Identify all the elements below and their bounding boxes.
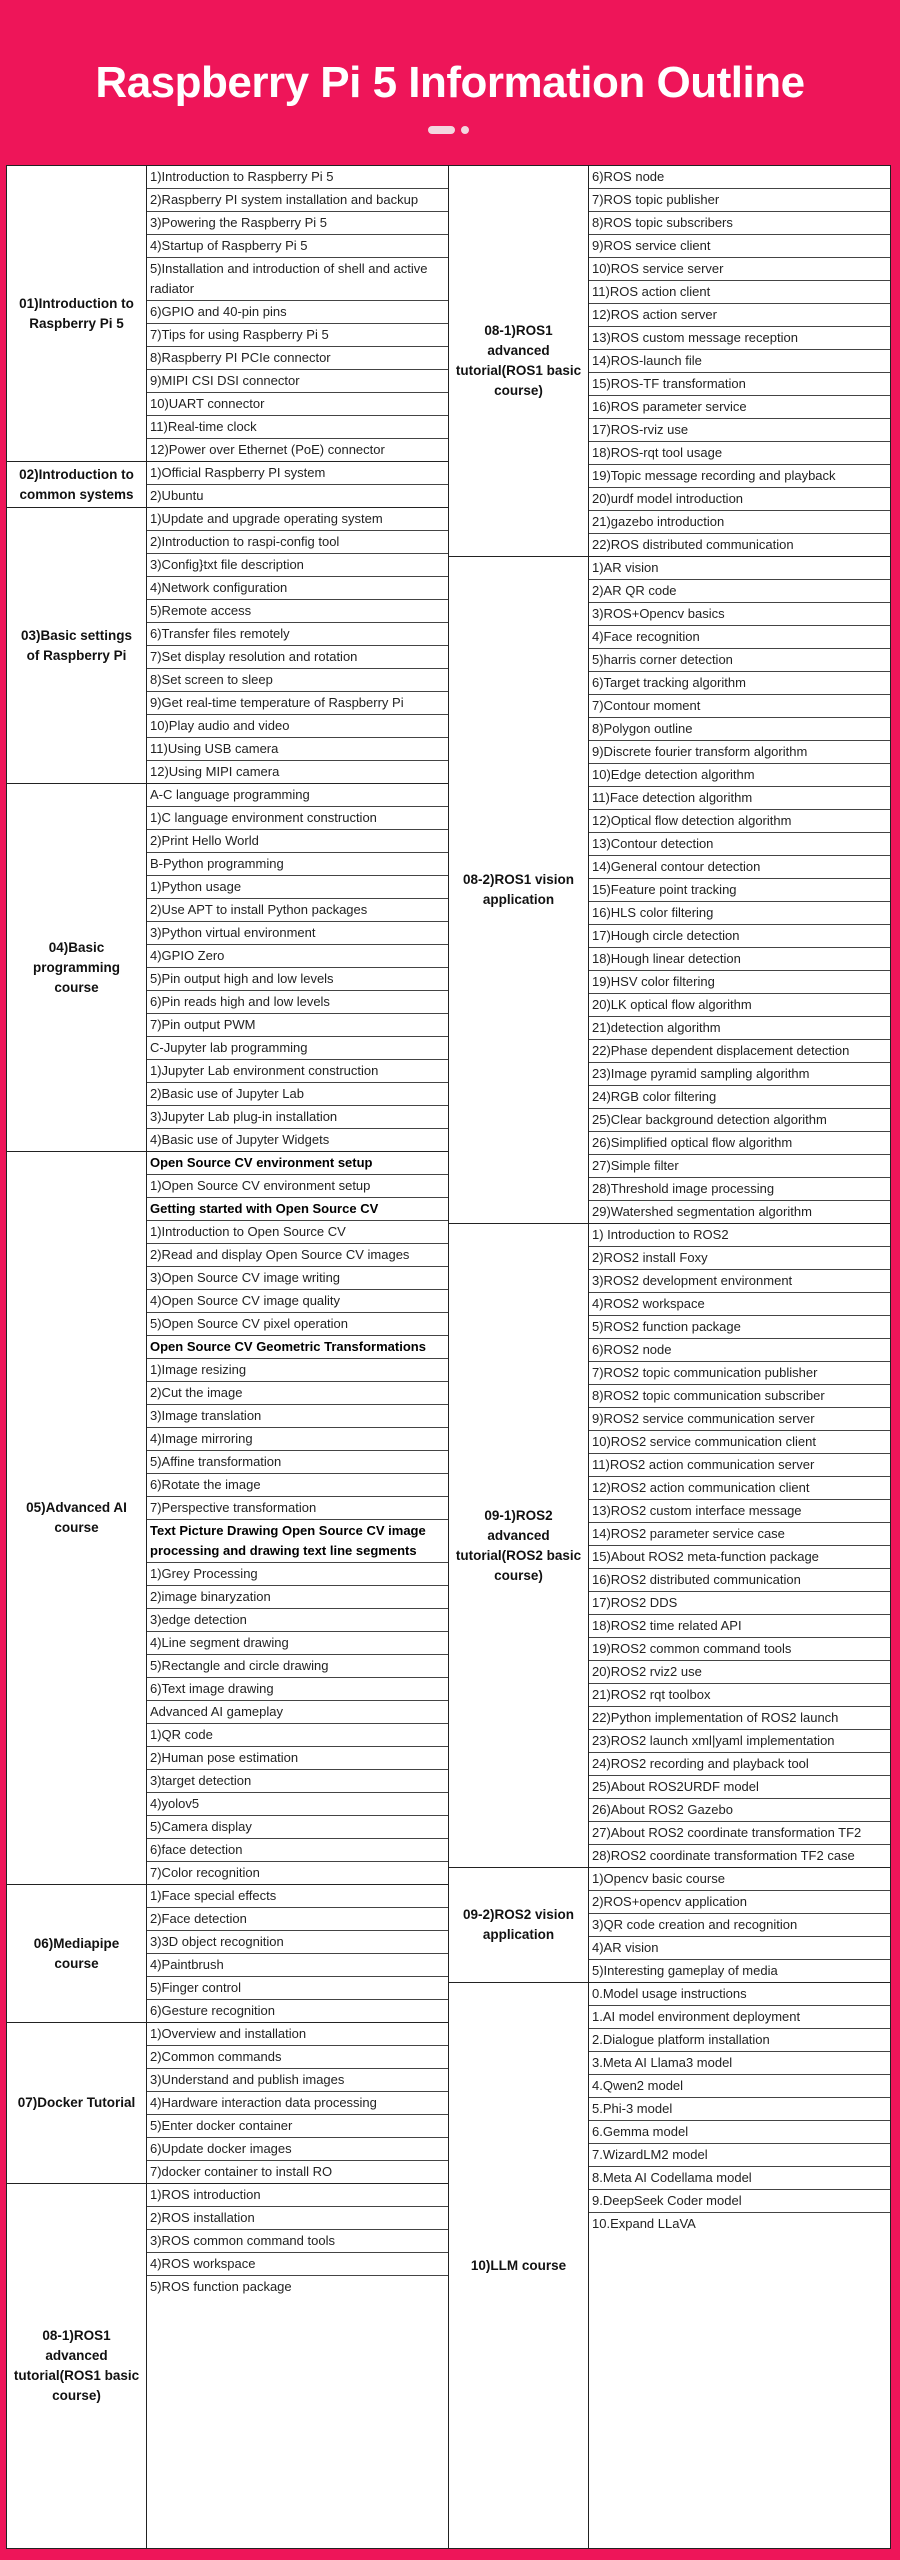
section-label: 01)Introduction to Raspberry Pi 5 [7,166,147,461]
lesson-item: 8)ROS topic subscribers [589,212,890,235]
lesson-item: 10)Edge detection algorithm [589,764,890,787]
section-label: 07)Docker Tutorial [7,2023,147,2183]
lesson-item: 28)ROS2 coordinate transformation TF2 case [592,1848,855,1863]
lesson-item: 2)Use APT to install Python packages [147,899,448,922]
course-section [7,2023,448,2184]
lesson-item: 14)ROS2 parameter service case [589,1523,890,1546]
lesson-item: 1)Face special effects [147,1885,448,1908]
lesson-item: 4)Startup of Raspberry Pi 5 [147,235,448,258]
lesson-item: 7)ROS2 topic communication publisher [589,1362,890,1385]
course-section [449,557,890,1224]
lesson-item: 11)ROS2 action communication server [589,1454,890,1477]
lesson-item: 27)Simple filter [589,1155,890,1178]
lesson-item: 2)Ubuntu [150,488,204,503]
lesson-item: 22)Python implementation of ROS2 launch [589,1707,890,1730]
lesson-item: 4.Qwen2 model [589,2075,890,2098]
lesson-item: 2)Cut the image [147,1382,448,1405]
lesson-item: 21)gazebo introduction [589,511,890,534]
lesson-item: 9.DeepSeek Coder model [589,2190,890,2213]
lesson-item: 6)face detection [147,1839,448,1862]
course-section [7,166,448,462]
lesson-item: 3)QR code creation and recognition [589,1914,890,1937]
lesson-item: 1)Image resizing [147,1359,448,1382]
section-label: 06)Mediapipe course [7,1885,147,2022]
lesson-item: 4)Network configuration [147,577,448,600]
lesson-item: 2)image binaryzation [147,1586,448,1609]
lesson-item: 1)Python usage [147,876,448,899]
lesson-item: 3)Image translation [147,1405,448,1428]
lesson-item: 1)Overview and installation [147,2023,448,2046]
lesson-item: 5)Installation and introduction of shell and active radiator [147,258,448,301]
course-section [7,784,448,1152]
subsection-heading: Text Picture Drawing Open Source CV image processing and drawing text line segments [147,1520,448,1563]
lesson-item: 1)Jupyter Lab environment construction [147,1060,448,1083]
left-column [7,166,449,2548]
lesson-item: 2)ROS+opencv application [589,1891,890,1914]
lesson-item: 7)Set display resolution and rotation [147,646,448,669]
lesson-item: 3)ROS common command tools [147,2230,448,2253]
lesson-item: 11)Face detection algorithm [589,787,890,810]
lesson-item: 3)ROS2 development environment [589,1270,890,1293]
lesson-item: 5)Rectangle and circle drawing [147,1655,448,1678]
lesson-item: 28)Threshold image processing [589,1178,890,1201]
course-section [7,1885,448,2023]
section-label: 05)Advanced AI course [7,1152,147,1884]
section-items [147,784,448,1151]
lesson-item: 25)About ROS2URDF model [589,1776,890,1799]
lesson-item: 1)Opencv basic course [589,1868,890,1891]
lesson-item: 6)Gesture recognition [150,2003,276,2018]
section-items [147,1152,448,1884]
lesson-item: 2)AR QR code [589,580,890,603]
lesson-item: 4)yolov5 [147,1793,448,1816]
lesson-item: 23)Image pyramid sampling algorithm [589,1063,890,1086]
lesson-item: 2)Face detection [147,1908,448,1931]
lesson-item: 19)Topic message recording and playback [589,465,890,488]
lesson-item: 19)ROS2 common command tools [589,1638,890,1661]
lesson-item: 10.Expand LLaVA [592,2216,696,2231]
lesson-item: 5)Interesting gameplay of media [592,1963,778,1978]
section-label: 08-2)ROS1 vision application [449,557,589,1223]
lesson-item: 24)RGB color filtering [589,1086,890,1109]
lesson-item: 1.AI model environment deployment [589,2006,890,2029]
lesson-item: 18)ROS2 time related API [589,1615,890,1638]
lesson-item: 2)Introduction to raspi-config tool [147,531,448,554]
section-label: 09-1)ROS2 advanced tutorial(ROS2 basic course) [449,1224,589,1867]
lesson-item: 16)ROS parameter service [589,396,890,419]
subsection-heading: Open Source CV environment setup [147,1152,448,1175]
lesson-item: 0.Model usage instructions [589,1983,890,2006]
lesson-item: 7)Color recognition [150,1865,260,1880]
section-items [147,2023,448,2183]
lesson-item: 2)ROS2 install Foxy [589,1247,890,1270]
lesson-item: 5)ROS function package [150,2279,292,2294]
lesson-item: 5)Camera display [147,1816,448,1839]
lesson-item: 12)Using MIPI camera [150,764,280,779]
lesson-item: 10)ROS2 service communication client [589,1431,890,1454]
lesson-item: 6)Transfer files remotely [147,623,448,646]
lesson-item: 17)ROS2 DDS [589,1592,890,1615]
section-items [589,1983,890,2548]
lesson-item: 18)Hough linear detection [589,948,890,971]
lesson-item: A-C language programming [147,784,448,807]
lesson-item: 26)About ROS2 Gazebo [589,1799,890,1822]
section-items [589,166,890,556]
lesson-item: 8)Set screen to sleep [147,669,448,692]
outline-table [6,165,891,2549]
lesson-item: 7)Perspective transformation [147,1497,448,1520]
lesson-item: 15)Feature point tracking [589,879,890,902]
lesson-item: Advanced AI gameplay [147,1701,448,1724]
section-label: 09-2)ROS2 vision application [449,1868,589,1982]
lesson-item: 4)AR vision [589,1937,890,1960]
course-section [7,462,448,508]
lesson-item: 3)Understand and publish images [147,2069,448,2092]
lesson-item: 11)Real-time clock [147,416,448,439]
course-section [7,1152,448,1885]
section-items [589,1868,890,1982]
lesson-item: 10)ROS service server [589,258,890,281]
lesson-item: 9)ROS service client [589,235,890,258]
lesson-item: 2)Basic use of Jupyter Lab [147,1083,448,1106]
lesson-item: 3)Python virtual environment [147,922,448,945]
lesson-item: 27)About ROS2 coordinate transformation TF2 [589,1822,890,1845]
lesson-item: 17)ROS-rviz use [589,419,890,442]
lesson-item: 6)ROS node [589,166,890,189]
lesson-item: 15)ROS-TF transformation [589,373,890,396]
lesson-item: 3)ROS+Opencv basics [589,603,890,626]
section-items [147,508,448,783]
lesson-item: 14)General contour detection [589,856,890,879]
lesson-item: 5)ROS2 function package [589,1316,890,1339]
lesson-item: 3)3D object recognition [147,1931,448,1954]
section-label: 02)Introduction to common systems [7,462,147,507]
section-items [589,1224,890,1867]
section-label: 08-1)ROS1 advanced tutorial(ROS1 basic course) [449,166,589,556]
lesson-item: 7)ROS topic publisher [589,189,890,212]
lesson-item: 5)Open Source CV pixel operation [147,1313,448,1336]
lesson-item: 1)Update and upgrade operating system [147,508,448,531]
lesson-item: 13)ROS2 custom interface message [589,1500,890,1523]
lesson-item: 7)docker container to install RO [150,2164,333,2179]
section-label: 04)Basic programming course [7,784,147,1151]
lesson-item: 3)edge detection [147,1609,448,1632]
lesson-item: 3)Jupyter Lab plug-in installation [147,1106,448,1129]
lesson-item: 6)Pin reads high and low levels [147,991,448,1014]
lesson-item: 1)ROS introduction [147,2184,448,2207]
lesson-item: 4)Image mirroring [147,1428,448,1451]
lesson-item: 25)Clear background detection algorithm [589,1109,890,1132]
section-items [147,2184,448,2548]
lesson-item: 5)Enter docker container [147,2115,448,2138]
lesson-item: 4)Face recognition [589,626,890,649]
lesson-item: 6)Update docker images [147,2138,448,2161]
lesson-item: 8)Raspberry PI PCIe connector [147,347,448,370]
divider-bar [428,126,455,134]
course-section [449,166,890,557]
lesson-item: 4)ROS workspace [147,2253,448,2276]
lesson-item: 20)urdf model introduction [589,488,890,511]
course-section [449,1224,890,1868]
lesson-item: 2)Read and display Open Source CV images [147,1244,448,1267]
lesson-item: 10)Play audio and video [147,715,448,738]
section-label: 10)LLM course [449,1983,589,2548]
lesson-item: 1)Official Raspberry PI system [147,462,448,485]
divider-dot [461,126,469,134]
lesson-item: 1)Open Source CV environment setup [147,1175,448,1198]
lesson-item: 1)C language environment construction [147,807,448,830]
right-column [449,166,890,2548]
lesson-item: 5)Finger control [147,1977,448,2000]
lesson-item: 18)ROS-rqt tool usage [589,442,890,465]
lesson-item: 3.Meta AI Llama3 model [589,2052,890,2075]
lesson-item: 5)Affine transformation [147,1451,448,1474]
lesson-item: 2)Common commands [147,2046,448,2069]
lesson-item: 11)ROS action client [589,281,890,304]
lesson-item: 6.Gemma model [589,2121,890,2144]
section-items [147,1885,448,2022]
section-label: 03)Basic settings of Raspberry Pi [7,508,147,783]
subsection-heading: Getting started with Open Source CV [147,1198,448,1221]
lesson-item: 13)Contour detection [589,833,890,856]
lesson-item: 3)Config}txt file description [147,554,448,577]
lesson-item: 3)Open Source CV image writing [147,1267,448,1290]
lesson-item: B-Python programming [147,853,448,876]
lesson-item: 3)target detection [147,1770,448,1793]
section-items [147,462,448,507]
lesson-item: 6)Text image drawing [147,1678,448,1701]
lesson-item: 24)ROS2 recording and playback tool [589,1753,890,1776]
lesson-item: 5)harris corner detection [589,649,890,672]
lesson-item: 21)detection algorithm [589,1017,890,1040]
lesson-item: 4)Open Source CV image quality [147,1290,448,1313]
lesson-item: 11)Using USB camera [147,738,448,761]
lesson-item: 9)Get real-time temperature of Raspberry Pi [147,692,448,715]
lesson-item: 29)Watershed segmentation algorithm [592,1204,812,1219]
lesson-item: 6)GPIO and 40-pin pins [147,301,448,324]
lesson-item: 15)About ROS2 meta-function package [589,1546,890,1569]
lesson-item: 1)Introduction to Raspberry Pi 5 [147,166,448,189]
course-section [7,508,448,784]
lesson-item: 22)ROS distributed communication [592,537,794,552]
section-label: 08-1)ROS1 advanced tutorial(ROS1 basic course) [7,2184,147,2548]
lesson-item: 7.WizardLM2 model [589,2144,890,2167]
lesson-item: 16)ROS2 distributed communication [589,1569,890,1592]
lesson-item: 5.Phi-3 model [589,2098,890,2121]
lesson-item: 6)Target tracking algorithm [589,672,890,695]
course-section [7,2184,448,2548]
subsection-heading: Open Source CV Geometric Transformations [147,1336,448,1359]
lesson-item: 1)Grey Processing [147,1563,448,1586]
lesson-item: 2.Dialogue platform installation [589,2029,890,2052]
section-items [589,557,890,1223]
lesson-item: 22)Phase dependent displacement detection [589,1040,890,1063]
lesson-item: 12)Optical flow detection algorithm [589,810,890,833]
lesson-item: 12)Power over Ethernet (PoE) connector [150,442,385,457]
lesson-item: 4)Hardware interaction data processing [147,2092,448,2115]
lesson-item: 20)ROS2 rviz2 use [589,1661,890,1684]
lesson-item: 17)Hough circle detection [589,925,890,948]
lesson-item: 9)Discrete fourier transform algorithm [589,741,890,764]
lesson-item: 7)Tips for using Raspberry Pi 5 [147,324,448,347]
lesson-item: C-Jupyter lab programming [147,1037,448,1060]
lesson-item: 13)ROS custom message reception [589,327,890,350]
lesson-item: 4)Line segment drawing [147,1632,448,1655]
lesson-item: 2)Human pose estimation [147,1747,448,1770]
lesson-item: 12)ROS2 action communication client [589,1477,890,1500]
course-section [449,1868,890,1983]
lesson-item: 6)Rotate the image [147,1474,448,1497]
lesson-item: 4)ROS2 workspace [589,1293,890,1316]
lesson-item: 4)Basic use of Jupyter Widgets [150,1132,330,1147]
lesson-item: 7)Pin output PWM [147,1014,448,1037]
lesson-item: 2)Print Hello World [147,830,448,853]
course-section [449,1983,890,2548]
lesson-item: 3)Powering the Raspberry Pi 5 [147,212,448,235]
page-title: Raspberry Pi 5 Information Outline [95,58,805,107]
lesson-item: 20)LK optical flow algorithm [589,994,890,1017]
lesson-item: 8)ROS2 topic communication subscriber [589,1385,890,1408]
lesson-item: 7)Contour moment [589,695,890,718]
lesson-item: 9)ROS2 service communication server [589,1408,890,1431]
lesson-item: 21)ROS2 rqt toolbox [589,1684,890,1707]
lesson-item: 6)ROS2 node [589,1339,890,1362]
lesson-item: 2)Raspberry PI system installation and backup [147,189,448,212]
lesson-item: 1)QR code [147,1724,448,1747]
lesson-item: 8)Polygon outline [589,718,890,741]
lesson-item: 9)MIPI CSI DSI connector [147,370,448,393]
lesson-item: 26)Simplified optical flow algorithm [589,1132,890,1155]
lesson-item: 19)HSV color filtering [589,971,890,994]
lesson-item: 2)ROS installation [147,2207,448,2230]
lesson-item: 1)Introduction to Open Source CV [147,1221,448,1244]
lesson-item: 23)ROS2 launch xml|yaml implementation [589,1730,890,1753]
lesson-item: 8.Meta AI Codellama model [589,2167,890,2190]
lesson-item: 4)GPIO Zero [147,945,448,968]
lesson-item: 14)ROS-launch file [589,350,890,373]
lesson-item: 1) Introduction to ROS2 [589,1224,890,1247]
lesson-item: 10)UART connector [147,393,448,416]
lesson-item: 1)AR vision [589,557,890,580]
lesson-item: 5)Remote access [147,600,448,623]
lesson-item: 5)Pin output high and low levels [147,968,448,991]
lesson-item: 4)Paintbrush [147,1954,448,1977]
section-items [147,166,448,461]
lesson-item: 16)HLS color filtering [589,902,890,925]
lesson-item: 12)ROS action server [589,304,890,327]
